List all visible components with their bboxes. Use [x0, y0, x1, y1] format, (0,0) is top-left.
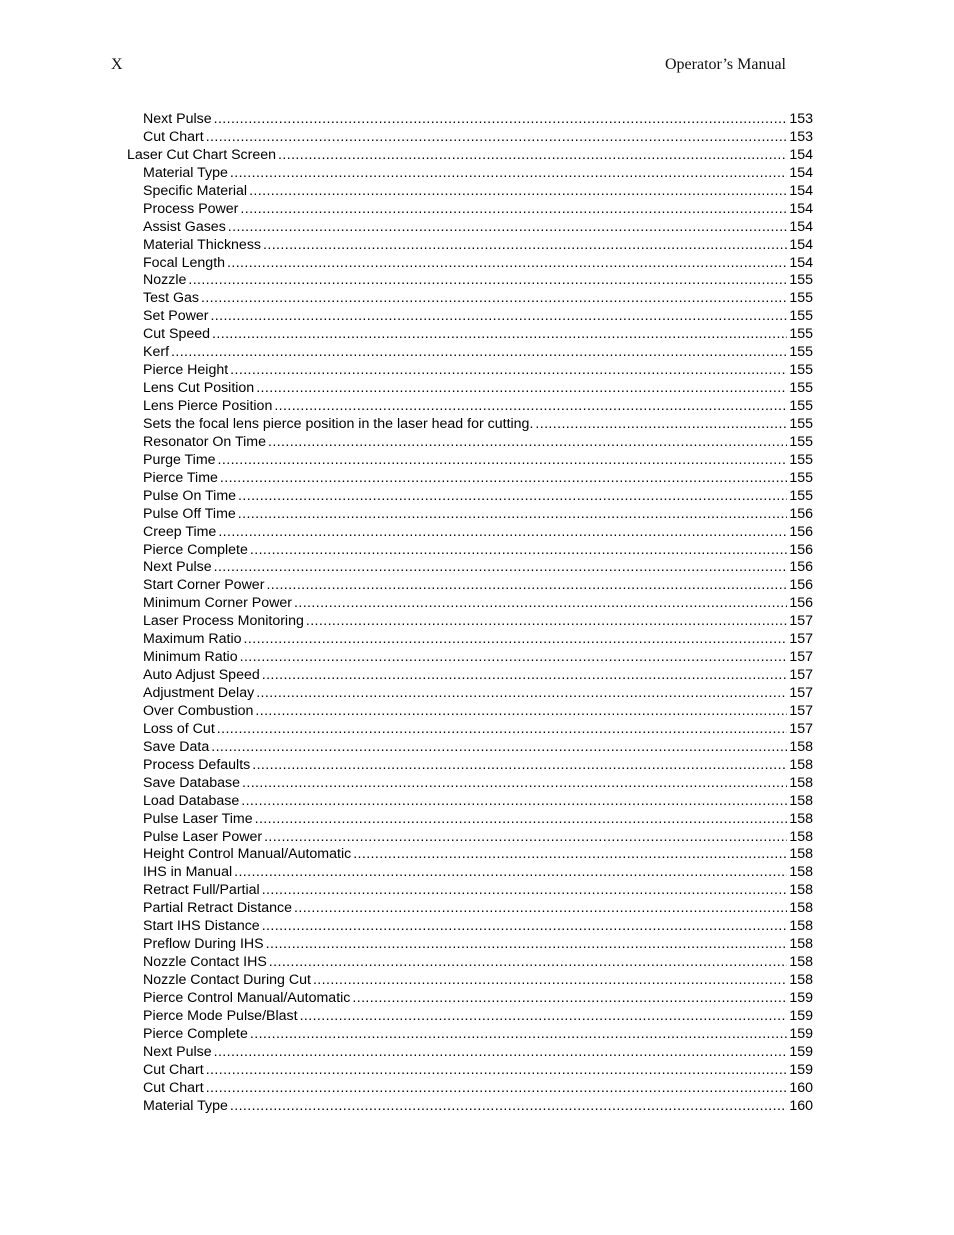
toc-entry[interactable]: [127, 613, 813, 631]
dot-leader: [214, 1044, 788, 1062]
toc-entry-title: Maximum Ratio: [143, 631, 242, 648]
toc-entry-title: Pierce Height: [143, 362, 229, 379]
toc-entry-title: Nozzle: [143, 272, 187, 289]
toc-entry[interactable]: [127, 559, 813, 577]
toc-entry[interactable]: [127, 972, 813, 990]
toc-entry-title: Pulse On Time: [143, 487, 237, 504]
toc-entry-page: 158: [789, 792, 813, 809]
toc-entry-page: 158: [789, 972, 813, 988]
toc-entry[interactable]: [127, 577, 813, 595]
toc-entry[interactable]: [127, 811, 813, 829]
toc-entry-page: 154: [789, 146, 813, 163]
toc-entry-title: Height Control Manual/Automatic: [143, 846, 352, 863]
toc-entry-page: 155: [789, 380, 813, 397]
dot-leader: [218, 524, 787, 542]
toc-entry-page: 155: [789, 362, 813, 379]
toc-entry-page: 155: [789, 326, 813, 343]
toc-entry-title: Focal Length: [143, 254, 226, 271]
toc-entry[interactable]: [127, 631, 813, 649]
toc-entry-title: Pulse Off Time: [143, 505, 236, 522]
toc-entry-page: 157: [789, 649, 813, 666]
dot-leader: [214, 111, 788, 129]
dot-leader: [255, 703, 787, 721]
dot-leader: [230, 165, 787, 183]
toc-entry-page: 158: [789, 738, 813, 755]
toc-entry-title: Pierce Mode Pulse/Blast: [143, 1007, 298, 1024]
toc-entry[interactable]: [127, 1026, 813, 1044]
toc-entry[interactable]: [127, 775, 813, 793]
toc-entry[interactable]: [127, 290, 813, 308]
toc-entry[interactable]: [127, 147, 813, 165]
toc-entry-page: 157: [789, 613, 813, 630]
toc-entry[interactable]: [127, 703, 813, 721]
dot-leader: [188, 272, 787, 290]
toc-entry-page: 156: [789, 541, 813, 558]
dot-leader: [217, 721, 788, 739]
toc-entry[interactable]: [127, 201, 813, 219]
toc-entry-title: Save Data: [143, 738, 210, 755]
toc-entry[interactable]: [127, 308, 813, 326]
toc-entry-page: 159: [789, 1007, 813, 1024]
toc-entry-page: 156: [789, 559, 813, 576]
page-number-roman: X: [111, 56, 123, 73]
toc-entry[interactable]: [127, 237, 813, 255]
dot-leader: [278, 147, 787, 165]
toc-entry[interactable]: [127, 829, 813, 847]
dot-leader: [266, 577, 787, 595]
dot-leader: [353, 846, 787, 864]
toc-entry[interactable]: [127, 506, 813, 524]
toc-entry-title: Lens Pierce Position: [143, 398, 273, 414]
dot-leader: [206, 1080, 788, 1098]
toc-entry[interactable]: [127, 362, 813, 380]
toc-entry-page: 157: [789, 667, 813, 684]
dot-leader: [294, 900, 787, 918]
table-of-contents: [127, 111, 813, 1116]
toc-entry-page: 157: [789, 702, 813, 719]
toc-entry-page: 156: [789, 523, 813, 540]
toc-entry[interactable]: [127, 470, 813, 488]
toc-entry-title: Cut Chart: [143, 128, 204, 145]
toc-entry-page: 156: [789, 595, 813, 612]
toc-entry-title: Material Type: [143, 1097, 228, 1114]
toc-entry-page: 157: [789, 685, 813, 701]
toc-entry-page: 158: [789, 756, 813, 773]
dot-leader: [171, 344, 787, 362]
toc-entry-page: 159: [789, 1061, 813, 1078]
toc-entry-title: Cut Speed: [143, 326, 211, 343]
dot-leader: [201, 290, 787, 308]
toc-entry-title: Minimum Ratio: [143, 649, 238, 666]
dot-leader: [206, 1062, 788, 1080]
toc-entry[interactable]: [127, 900, 813, 918]
toc-entry-title: Next Pulse: [143, 1043, 212, 1060]
dot-leader: [242, 775, 787, 793]
toc-entry-title: Over Combustion: [143, 702, 254, 719]
toc-entry-page: 155: [789, 451, 813, 468]
toc-entry[interactable]: [127, 595, 813, 613]
toc-entry-title: Nozzle Contact During Cut: [143, 972, 311, 988]
toc-entry-title: Start IHS Distance: [143, 918, 260, 935]
toc-entry[interactable]: [127, 111, 813, 129]
toc-entry-page: 158: [789, 864, 813, 881]
toc-entry-title: Material Type: [143, 164, 228, 181]
toc-entry-page: 154: [789, 182, 813, 199]
toc-entry-page: 160: [789, 1097, 813, 1114]
toc-entry-title: Process Defaults: [143, 756, 251, 773]
dot-leader: [218, 452, 788, 470]
toc-entry-title: Process Power: [143, 200, 239, 217]
toc-entry-title: Kerf: [143, 344, 170, 361]
toc-entry[interactable]: [127, 1044, 813, 1062]
dot-leader: [240, 649, 788, 667]
toc-entry-title: Nozzle Contact IHS: [143, 954, 267, 971]
dot-leader: [206, 129, 788, 147]
dot-leader: [262, 918, 788, 936]
toc-entry-title: Preflow During IHS: [143, 936, 264, 953]
toc-entry[interactable]: [127, 1080, 813, 1098]
toc-entry-title: Creep Time: [143, 523, 217, 540]
toc-entry-page: 159: [789, 1025, 813, 1042]
toc-entry-title: Cut Chart: [143, 1061, 204, 1078]
toc-entry-title: Start Corner Power: [143, 577, 265, 594]
toc-entry-title: Set Power: [143, 308, 209, 325]
toc-entry-title: Pierce Complete: [143, 541, 248, 558]
toc-entry[interactable]: [127, 685, 813, 703]
toc-entry[interactable]: [127, 542, 813, 560]
toc-entry-page: 158: [789, 846, 813, 863]
toc-entry[interactable]: [127, 398, 813, 416]
toc-entry-page: 158: [789, 918, 813, 935]
toc-entry-title: Load Database: [143, 792, 240, 809]
toc-entry-page: 160: [789, 1079, 813, 1096]
toc-entry[interactable]: [127, 757, 813, 775]
toc-entry[interactable]: [127, 380, 813, 398]
dot-leader: [262, 667, 788, 685]
dot-leader: [241, 793, 787, 811]
toc-entry-page: 156: [789, 505, 813, 522]
toc-entry[interactable]: [127, 954, 813, 972]
toc-entry-title: Pierce Control Manual/Automatic: [143, 989, 351, 1006]
dot-leader: [240, 201, 787, 219]
dot-leader: [256, 380, 787, 398]
toc-entry-page: 155: [789, 308, 813, 325]
toc-entry-title: Partial Retract Distance: [143, 900, 293, 917]
toc-entry[interactable]: [127, 452, 813, 470]
toc-entry-page: 155: [789, 415, 813, 432]
toc-entry[interactable]: [127, 488, 813, 506]
toc-entry-page: 155: [789, 344, 813, 361]
dot-leader: [210, 308, 787, 326]
toc-entry-page: 154: [789, 218, 813, 235]
toc-entry-page: 155: [789, 487, 813, 504]
toc-entry[interactable]: [127, 255, 813, 273]
dot-leader: [234, 864, 787, 882]
dot-leader: [256, 685, 787, 703]
toc-entry-title: Cut Chart: [143, 1079, 204, 1096]
toc-entry[interactable]: [127, 721, 813, 739]
dot-leader: [352, 990, 787, 1008]
dot-leader: [211, 739, 787, 757]
toc-entry[interactable]: [127, 864, 813, 882]
toc-entry[interactable]: [127, 918, 813, 936]
toc-entry-page: 158: [789, 882, 813, 899]
toc-entry-title: Pierce Time: [143, 469, 218, 486]
toc-entry-page: 157: [789, 720, 813, 737]
dot-leader: [227, 255, 787, 273]
dot-leader: [212, 326, 787, 344]
toc-entry-page: 155: [789, 290, 813, 307]
dot-leader: [228, 219, 788, 237]
toc-entry-page: 157: [789, 631, 813, 648]
toc-entry-page: 154: [789, 164, 813, 181]
toc-entry-title: Loss of Cut: [143, 720, 215, 737]
dot-leader: [264, 829, 787, 847]
toc-entry[interactable]: [127, 793, 813, 811]
dot-leader: [313, 972, 787, 990]
toc-entry-title: Laser Process Monitoring: [143, 613, 304, 630]
toc-entry-page: 154: [789, 200, 813, 217]
dot-leader: [262, 882, 788, 900]
toc-entry-title: Retract Full/Partial: [143, 882, 260, 899]
toc-entry[interactable]: [127, 219, 813, 237]
toc-entry-page: 154: [789, 236, 813, 253]
toc-entry-title: Test Gas: [143, 290, 199, 307]
toc-entry-page: 158: [789, 936, 813, 953]
toc-entry-page: 155: [789, 398, 813, 414]
toc-entry-page: 158: [789, 828, 813, 845]
toc-entry-title: Next Pulse: [143, 111, 212, 127]
toc-entry-page: 159: [789, 989, 813, 1006]
dot-leader: [238, 506, 788, 524]
dot-leader: [249, 183, 787, 201]
toc-entry-title: Assist Gases: [143, 218, 226, 235]
toc-entry[interactable]: [127, 1062, 813, 1080]
dot-leader: [250, 542, 787, 560]
toc-entry-title: Pierce Complete: [143, 1025, 248, 1042]
toc-entry-page: 158: [789, 774, 813, 791]
dot-leader: [263, 237, 787, 255]
dot-leader: [238, 488, 787, 506]
toc-entry[interactable]: [127, 846, 813, 864]
dot-leader: [252, 757, 787, 775]
dot-leader: [214, 559, 788, 577]
toc-entry[interactable]: [127, 739, 813, 757]
toc-entry-page: 159: [789, 1043, 813, 1060]
toc-entry-page: 158: [789, 954, 813, 971]
toc-entry[interactable]: [127, 434, 813, 452]
toc-entry-title: Purge Time: [143, 451, 216, 468]
toc-entry[interactable]: [127, 129, 813, 147]
toc-entry-page: 155: [789, 469, 813, 486]
toc-entry[interactable]: [127, 326, 813, 344]
dot-leader: [220, 470, 787, 488]
toc-entry-page: 153: [789, 128, 813, 145]
dot-leader: [269, 954, 788, 972]
toc-entry[interactable]: [127, 524, 813, 542]
toc-entry-page: 153: [789, 111, 813, 127]
toc-entry[interactable]: [127, 649, 813, 667]
toc-entry-page: 155: [789, 272, 813, 289]
toc-entry-title: Pulse Laser Time: [143, 810, 253, 827]
toc-entry-page: 155: [789, 433, 813, 450]
toc-entry-title: Lens Cut Position: [143, 380, 255, 397]
toc-entry[interactable]: [127, 1098, 813, 1116]
toc-entry[interactable]: [127, 416, 813, 434]
dot-leader: [230, 362, 787, 380]
dot-leader: [535, 416, 787, 434]
toc-entry[interactable]: [127, 882, 813, 900]
dot-leader: [300, 1008, 788, 1026]
toc-entry-title: Material Thickness: [143, 236, 262, 253]
toc-entry[interactable]: [127, 990, 813, 1008]
toc-entry[interactable]: [127, 936, 813, 954]
dot-leader: [266, 936, 788, 954]
toc-entry[interactable]: [127, 183, 813, 201]
toc-entry[interactable]: [127, 667, 813, 685]
toc-entry-title: Adjustment Delay: [143, 685, 255, 701]
toc-entry-page: 158: [789, 900, 813, 917]
toc-entry-title: Sets the focal lens pierce position in the laser head for cutting.: [143, 415, 534, 432]
toc-entry-title: Minimum Corner Power: [143, 595, 293, 612]
dot-leader: [268, 434, 787, 452]
toc-entry-title: IHS in Manual: [143, 864, 233, 881]
toc-entry-title: Save Database: [143, 774, 241, 791]
running-header-title: Operator’s Manual: [665, 56, 786, 73]
toc-entry-title: Next Pulse: [143, 559, 212, 576]
toc-entry-title: Specific Material: [143, 182, 248, 199]
dot-leader: [274, 398, 787, 416]
dot-leader: [294, 595, 787, 613]
toc-entry-page: 158: [789, 810, 813, 827]
toc-entry-title: Resonator On Time: [143, 433, 267, 450]
dot-leader: [306, 613, 787, 631]
dot-leader: [244, 631, 788, 649]
toc-entry-title: Pulse Laser Power: [143, 828, 263, 845]
toc-entry-page: 156: [789, 577, 813, 594]
toc-entry[interactable]: [127, 344, 813, 362]
dot-leader: [255, 811, 788, 829]
dot-leader: [230, 1098, 787, 1116]
toc-entry[interactable]: [127, 165, 813, 183]
toc-entry-title: Laser Cut Chart Screen: [127, 146, 277, 163]
toc-entry[interactable]: [127, 1008, 813, 1026]
dot-leader: [250, 1026, 787, 1044]
toc-entry[interactable]: [127, 272, 813, 290]
toc-entry-title: Auto Adjust Speed: [143, 667, 260, 684]
toc-entry-page: 154: [789, 254, 813, 271]
